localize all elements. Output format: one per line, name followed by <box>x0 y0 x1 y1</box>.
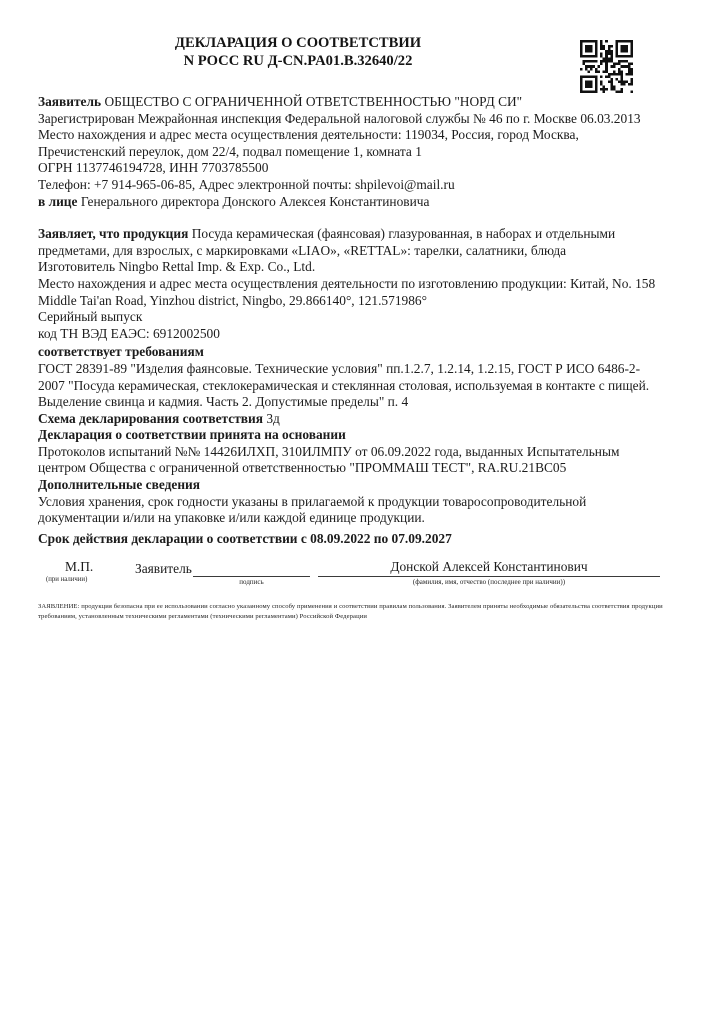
compliance-standards: ГОСТ 28391-89 "Изделия фаянсовые. Технические условия" пп.1.2.7, 1.2.14, 1.2.15, ГОСТ Р ИСО 6486-2-2007 "Посуда керамическая, стеклокерамическая и стеклянная столовая, используемая в контакте с пищей. Выделение свинца и кадмия. Часть 2. Допустимые пределы" п. 4 <box>38 360 650 410</box>
scheme-label: Схема декларирования соответствия <box>38 410 263 426</box>
basis-label: Декларация о соответствии принята на основании <box>38 427 346 443</box>
product-section <box>38 226 666 342</box>
scheme-value: 3д <box>266 410 280 426</box>
signature-applicant-label: Заявитель <box>135 561 192 577</box>
applicant-name: ОБЩЕСТВО С ОГРАНИЧЕННОЙ ОТВЕТСТВЕННОСТЬЮ "НОРД СИ" <box>104 94 523 109</box>
applicant-section <box>38 94 666 210</box>
signatory-name-note: (фамилия, имя, отчество (последнее при наличии)) <box>412 578 566 587</box>
basis-text: Протоколов испытаний №№ 14426ИЛХП, 310ИЛМПУ от 06.09.2022 года, выданных Испытательным центром Общества с ограниченной ответственностью "ПРОММАШ ТЕСТ", RA.RU.21ВС05 <box>38 443 620 476</box>
tnved-code: код ТН ВЭД ЕАЭС: 6912002500 <box>38 325 220 341</box>
applicant-registration: Зарегистрирован Межрайонная инспекция Федеральной налоговой службы № 46 по г. Москве 06.03.2013 <box>38 110 641 126</box>
product-description: Посуда керамическая (фаянсовая) глазурованная, в наборах и отдельными предметами, для взрослых, с маркировками «LIAO», «RETTAL»: тарелки, салатники, блюда <box>38 226 616 258</box>
stamp-note: (при наличии) <box>46 576 88 584</box>
release-type: Серийный выпуск <box>38 309 143 325</box>
title-line-1: ДЕКЛАРАЦИЯ О СООТВЕТСТВИИ <box>174 35 422 51</box>
applicant-contacts: Телефон: +7 914-965-06-85, Адрес электронной почты: shpilevoi@mail.ru <box>38 176 455 192</box>
signature-line <box>193 559 310 577</box>
product-declaration-line <box>38 226 666 259</box>
signature-block <box>38 559 690 593</box>
document-title <box>38 34 558 70</box>
declaration-scheme-line <box>38 411 666 428</box>
title-line-2: N РОСС RU Д-CN.PA01.B.32640/22 <box>183 53 413 69</box>
signature-note: подпись <box>239 578 264 587</box>
product-label: Заявляет, что продукция <box>38 226 189 242</box>
footer-disclaimer: ЗАЯВЛЕНИЕ: продукция безопасна при ее использовании согласно указанному способу применения и соответствии правилам пользования. Заявителем приняты необходимые обязательства соответствия продукции требованиям, установленным техническими регламентами (техническими регламентами) Российской Федерации <box>38 603 663 620</box>
in-person-label: в лице <box>38 193 78 209</box>
signatory-name-line: Донской Алексей Константинович <box>318 559 660 577</box>
manufacturing-address: Место нахождения и адрес места осуществления деятельности по изготовлению продукции: Китай, No. 158 Middle Tai'an Road, Yinzhou district, Ningbo, 29.866140°, 121.571986° <box>38 275 656 308</box>
additional-info-section <box>38 477 666 527</box>
in-person-name: Генерального директора Донского Алексея Константиновича <box>80 193 430 209</box>
additional-text: Условия хранения, срок годности указаны в прилагаемой к продукции товаросопроводительной документации и/или на упаковке и/или каждой единице продукции. <box>38 493 587 526</box>
applicant-address: Место нахождения и адрес места осуществления деятельности: 119034, Россия, город Москва, Пречистенский переулок, дом 22/4, подвал помещение 1, комната 1 <box>38 127 579 159</box>
basis-section <box>38 427 666 477</box>
compliance-section <box>38 344 666 427</box>
compliance-label: соответствует требованиям <box>38 344 204 360</box>
applicant-name-line <box>38 94 666 111</box>
validity-period: Срок действия декларации о соответствии с 08.09.2022 по 07.09.2027 <box>38 530 452 546</box>
applicant-label: Заявитель <box>38 94 102 109</box>
applicant-representative <box>38 194 666 211</box>
manufacturer-line: Изготовитель Ningbo Rettal Imp. & Exp. Co., Ltd. <box>38 259 316 275</box>
applicant-ogrn-inn: ОГРН 1137746194728, ИНН 7703785500 <box>38 160 269 176</box>
stamp-place-label: М.П. <box>65 559 94 575</box>
additional-label: Дополнительные сведения <box>38 477 200 493</box>
